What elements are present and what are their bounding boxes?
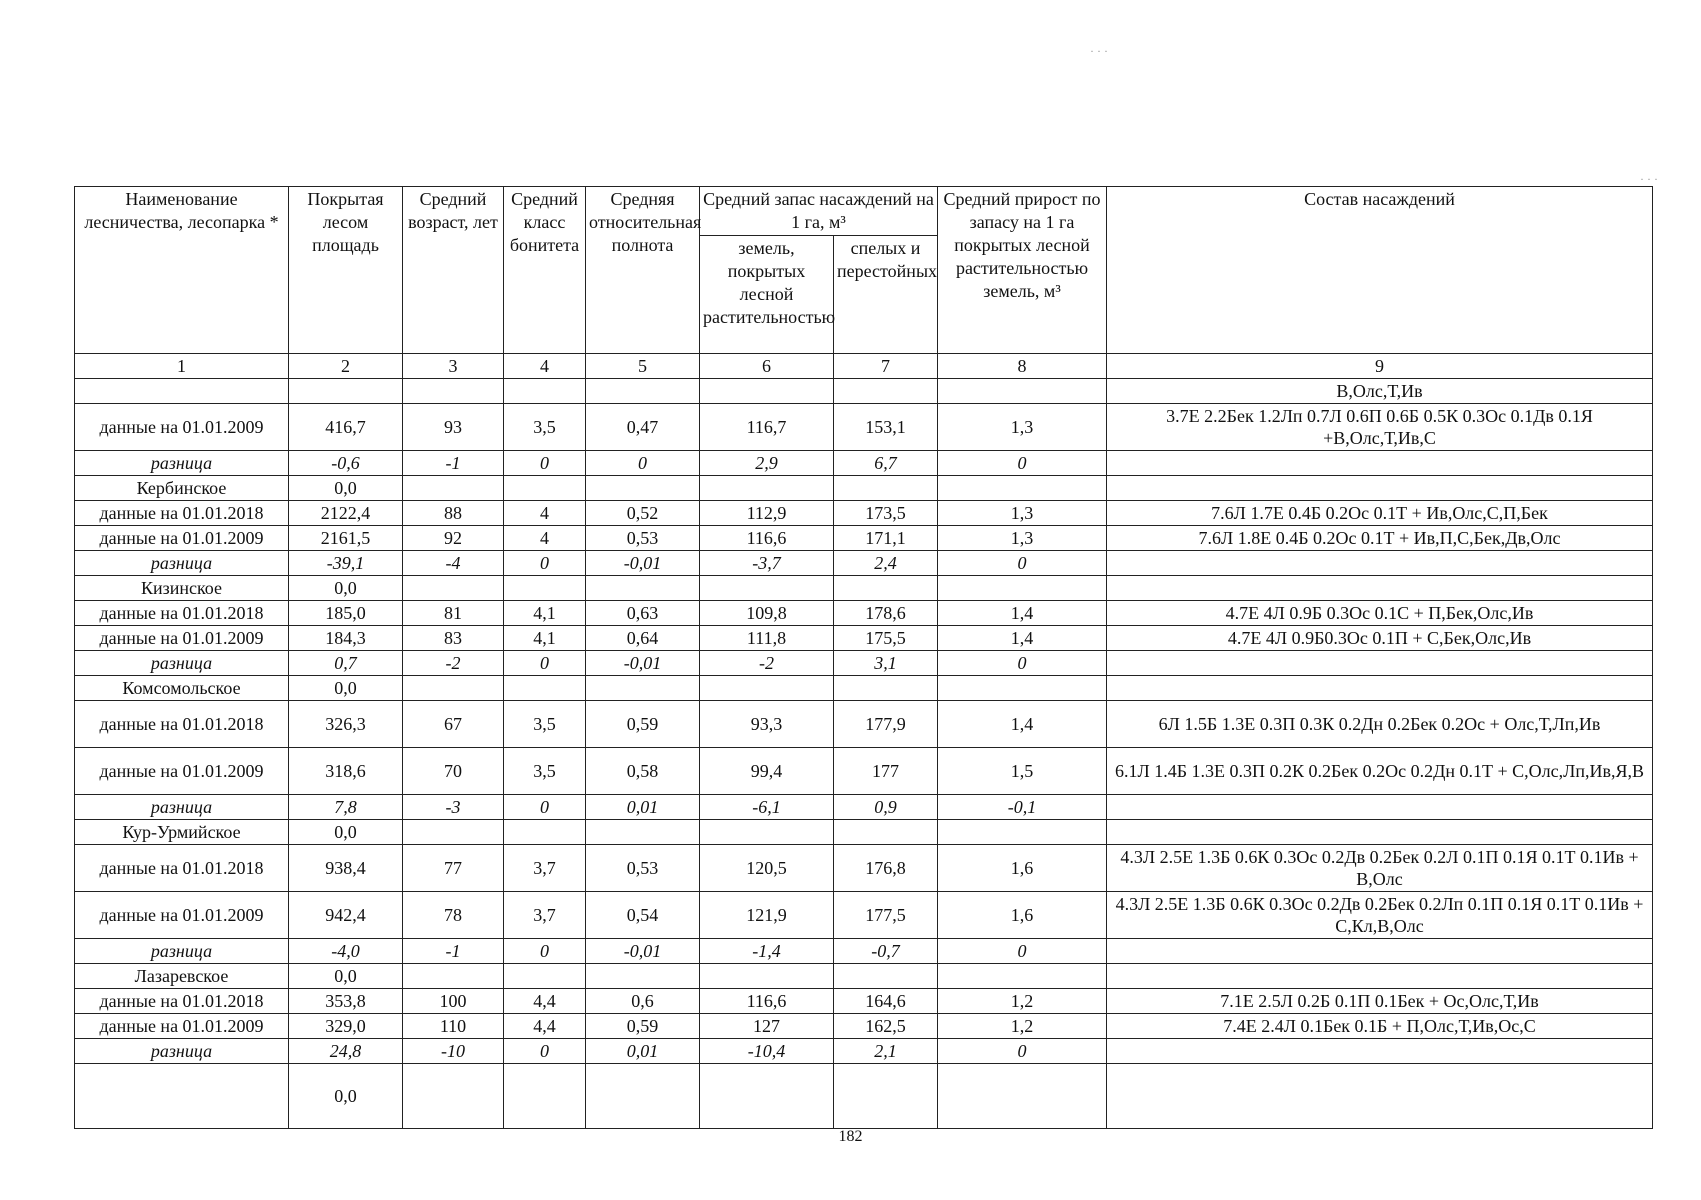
table-row: [75, 964, 1653, 989]
cell-forestry-name: данные на 01.01.2018: [75, 845, 289, 892]
cell-stock-mature: 162,5: [834, 1014, 938, 1039]
cell-forestry-name: [75, 379, 289, 404]
cell-average-age: [403, 964, 504, 989]
cell-forest-area: 0,0: [289, 1064, 403, 1129]
cell-forestry-name: данные на 01.01.2009: [75, 526, 289, 551]
cell-average-age: 70: [403, 748, 504, 795]
column-number: 3: [403, 354, 504, 379]
cell-relative-density: 0,54: [586, 892, 700, 939]
cell-forest-area: 185,0: [289, 601, 403, 626]
cell-relative-density: [586, 676, 700, 701]
header-average-age: Средний возраст, лет: [403, 187, 504, 354]
column-number: 7: [834, 354, 938, 379]
cell-bonitet-class: [504, 1064, 586, 1129]
header-average-stock-group: Средний запас насаждений на 1 га, м³: [700, 187, 938, 236]
cell-bonitet-class: [504, 676, 586, 701]
cell-forestry-name: данные на 01.01.2009: [75, 748, 289, 795]
cell-bonitet-class: 4,1: [504, 626, 586, 651]
cell-forestry-name: Лазаревское: [75, 964, 289, 989]
forest-data-table: [74, 186, 1653, 1129]
cell-forest-area: 0,0: [289, 964, 403, 989]
table-row: [75, 845, 1653, 892]
cell-average-growth: [938, 676, 1107, 701]
cell-stock-covered: [700, 379, 834, 404]
table-row: [75, 651, 1653, 676]
cell-bonitet-class: 3,5: [504, 748, 586, 795]
cell-forest-area: -0,6: [289, 451, 403, 476]
table-row: [75, 748, 1653, 795]
cell-forestry-name: данные на 01.01.2009: [75, 626, 289, 651]
table-row: [75, 576, 1653, 601]
cell-stock-covered: 116,6: [700, 526, 834, 551]
cell-forest-area: 24,8: [289, 1039, 403, 1064]
cell-average-age: 110: [403, 1014, 504, 1039]
cell-stock-mature: -0,7: [834, 939, 938, 964]
header-average-growth: Средний прирост по запасу на 1 га покрытых лесной растительностью земель, м³: [938, 187, 1107, 354]
table-row: [75, 676, 1653, 701]
cell-stock-covered: [700, 1064, 834, 1129]
cell-average-age: 93: [403, 404, 504, 451]
cell-average-age: -1: [403, 939, 504, 964]
cell-stand-composition: [1107, 676, 1653, 701]
cell-relative-density: [586, 476, 700, 501]
cell-stock-covered: 127: [700, 1014, 834, 1039]
column-number: 8: [938, 354, 1107, 379]
cell-forest-area: 0,7: [289, 651, 403, 676]
cell-average-growth: [938, 964, 1107, 989]
cell-stock-mature: 164,6: [834, 989, 938, 1014]
cell-stand-composition: [1107, 651, 1653, 676]
cell-average-growth: 1,2: [938, 989, 1107, 1014]
cell-bonitet-class: 3,5: [504, 404, 586, 451]
column-number: 4: [504, 354, 586, 379]
cell-bonitet-class: [504, 379, 586, 404]
cell-forestry-name: Комсомольское: [75, 676, 289, 701]
cell-relative-density: 0,58: [586, 748, 700, 795]
cell-average-growth: [938, 476, 1107, 501]
cell-stock-mature: 176,8: [834, 845, 938, 892]
column-number-row: [75, 354, 1653, 379]
cell-average-age: [403, 1064, 504, 1129]
cell-stock-mature: 175,5: [834, 626, 938, 651]
header-stock-covered-lands: земель, покрытых лесной растительностью: [700, 236, 834, 354]
cell-stock-mature: [834, 820, 938, 845]
column-number: 5: [586, 354, 700, 379]
header-forest-area: Покрытая лесом площадь: [289, 187, 403, 354]
cell-forest-area: 0,0: [289, 476, 403, 501]
table-row: [75, 601, 1653, 626]
cell-bonitet-class: 0: [504, 451, 586, 476]
cell-average-growth: 0: [938, 1039, 1107, 1064]
cell-bonitet-class: [504, 576, 586, 601]
table-row: [75, 551, 1653, 576]
cell-forest-area: 318,6: [289, 748, 403, 795]
cell-average-age: [403, 379, 504, 404]
cell-average-growth: 0: [938, 939, 1107, 964]
cell-stock-covered: 109,8: [700, 601, 834, 626]
cell-stand-composition: [1107, 1064, 1653, 1129]
cell-stand-composition: 4.3Л 2.5Е 1.3Б 0.6К 0.3Ос 0.2Дв 0.2Бек 0.2Л 0.1П 0.1Я 0.1Т 0.1Ив + В,Олс: [1107, 845, 1653, 892]
page-number: 182: [838, 1128, 863, 1145]
cell-forest-area: 938,4: [289, 845, 403, 892]
cell-stand-composition: 4.3Л 2.5Е 1.3Б 0.6К 0.3Ос 0.2Дв 0.2Бек 0.2Лп 0.1П 0.1Я 0.1Т 0.1Ив + С,Кл,В,Олс: [1107, 892, 1653, 939]
cell-stock-mature: [834, 964, 938, 989]
cell-forest-area: -4,0: [289, 939, 403, 964]
cell-forestry-name: данные на 01.01.2018: [75, 601, 289, 626]
cell-bonitet-class: 0: [504, 651, 586, 676]
cell-average-growth: 1,4: [938, 701, 1107, 748]
cell-relative-density: 0,53: [586, 845, 700, 892]
cell-average-age: 83: [403, 626, 504, 651]
cell-forest-area: 0,0: [289, 676, 403, 701]
table-row: [75, 476, 1653, 501]
cell-stock-mature: 0,9: [834, 795, 938, 820]
cell-stand-composition: [1107, 795, 1653, 820]
table-row: [75, 451, 1653, 476]
cell-forest-area: 0,0: [289, 576, 403, 601]
cell-relative-density: 0,01: [586, 1039, 700, 1064]
table-row: [75, 795, 1653, 820]
cell-forestry-name: Кизинское: [75, 576, 289, 601]
cell-stand-composition: [1107, 576, 1653, 601]
cell-stock-mature: 2,4: [834, 551, 938, 576]
cell-average-age: 77: [403, 845, 504, 892]
cell-average-age: -2: [403, 651, 504, 676]
table-row: [75, 1039, 1653, 1064]
cell-bonitet-class: 4: [504, 501, 586, 526]
cell-forestry-name: разница: [75, 451, 289, 476]
cell-average-growth: 1,4: [938, 626, 1107, 651]
cell-stock-covered: 116,6: [700, 989, 834, 1014]
cell-relative-density: [586, 820, 700, 845]
column-number: 1: [75, 354, 289, 379]
cell-stock-mature: [834, 1064, 938, 1129]
cell-average-growth: -0,1: [938, 795, 1107, 820]
cell-bonitet-class: 4,4: [504, 1014, 586, 1039]
scan-mark: · · ·: [1640, 172, 1658, 186]
cell-average-age: 78: [403, 892, 504, 939]
cell-relative-density: -0,01: [586, 939, 700, 964]
cell-average-growth: 0: [938, 451, 1107, 476]
cell-stock-covered: 2,9: [700, 451, 834, 476]
cell-stand-composition: [1107, 964, 1653, 989]
cell-stock-mature: 173,5: [834, 501, 938, 526]
cell-bonitet-class: 3,7: [504, 892, 586, 939]
cell-average-age: -4: [403, 551, 504, 576]
cell-stock-covered: 116,7: [700, 404, 834, 451]
cell-forest-area: 329,0: [289, 1014, 403, 1039]
header-stock-mature: спелых и перестойных: [834, 236, 938, 354]
cell-stock-mature: 177: [834, 748, 938, 795]
cell-forest-area: 7,8: [289, 795, 403, 820]
cell-average-age: [403, 820, 504, 845]
table-row: [75, 404, 1653, 451]
cell-bonitet-class: 0: [504, 1039, 586, 1064]
header-forestry-name: Наименование лесничества, лесопарка *: [75, 187, 289, 354]
scan-mark: · · ·: [1090, 44, 1108, 58]
cell-stand-composition: [1107, 939, 1653, 964]
cell-stock-covered: 112,9: [700, 501, 834, 526]
cell-forest-area: 416,7: [289, 404, 403, 451]
table-header: [75, 187, 1653, 354]
cell-forest-area: 2161,5: [289, 526, 403, 551]
cell-stand-composition: 4.7Е 4Л 0.9Б0.3Ос 0.1П + С,Бек,Олс,Ив: [1107, 626, 1653, 651]
cell-stand-composition: [1107, 1039, 1653, 1064]
cell-relative-density: [586, 576, 700, 601]
table-body: [75, 354, 1653, 1129]
cell-average-growth: 1,5: [938, 748, 1107, 795]
table-row: [75, 526, 1653, 551]
cell-forestry-name: разница: [75, 795, 289, 820]
cell-forest-area: [289, 379, 403, 404]
cell-forest-area: 2122,4: [289, 501, 403, 526]
cell-stock-mature: [834, 476, 938, 501]
cell-forest-area: 0,0: [289, 820, 403, 845]
cell-forestry-name: данные на 01.01.2009: [75, 404, 289, 451]
header-bonitet-class: Средний класс бонитета: [504, 187, 586, 354]
cell-relative-density: 0,47: [586, 404, 700, 451]
cell-stock-mature: 178,6: [834, 601, 938, 626]
table-row: [75, 701, 1653, 748]
cell-forest-area: -39,1: [289, 551, 403, 576]
cell-stand-composition: 7.6Л 1.8Е 0.4Б 0.2Ос 0.1Т + Ив,П,С,Бек,Дв,Олс: [1107, 526, 1653, 551]
cell-stock-covered: 121,9: [700, 892, 834, 939]
cell-relative-density: 0,01: [586, 795, 700, 820]
cell-stock-covered: -2: [700, 651, 834, 676]
table-row: [75, 626, 1653, 651]
cell-stand-composition: 6.1Л 1.4Б 1.3Е 0.3П 0.2К 0.2Бек 0.2Ос 0.2Дн 0.1Т + С,Олс,Лп,Ив,Я,В: [1107, 748, 1653, 795]
cell-stand-composition: 4.7Е 4Л 0.9Б 0.3Ос 0.1С + П,Бек,Олс,Ив: [1107, 601, 1653, 626]
cell-average-age: 81: [403, 601, 504, 626]
forest-data-table-container: [74, 186, 1652, 1129]
column-number: 6: [700, 354, 834, 379]
cell-stock-covered: [700, 964, 834, 989]
table-row: [75, 989, 1653, 1014]
cell-stand-composition: [1107, 451, 1653, 476]
cell-forestry-name: Кур-Урмийское: [75, 820, 289, 845]
cell-forest-area: 184,3: [289, 626, 403, 651]
cell-forestry-name: Кербинское: [75, 476, 289, 501]
cell-forestry-name: данные на 01.01.2018: [75, 989, 289, 1014]
cell-stock-covered: [700, 476, 834, 501]
cell-average-growth: 0: [938, 551, 1107, 576]
cell-bonitet-class: 3,5: [504, 701, 586, 748]
cell-bonitet-class: 4,1: [504, 601, 586, 626]
cell-stand-composition: 3.7Е 2.2Бек 1.2Лп 0.7Л 0.6П 0.6Б 0.5К 0.3Ос 0.1Дв 0.1Я +В,Олс,Т,Ив,С: [1107, 404, 1653, 451]
cell-average-growth: [938, 820, 1107, 845]
cell-relative-density: 0,6: [586, 989, 700, 1014]
table-row: [75, 892, 1653, 939]
cell-forestry-name: разница: [75, 1039, 289, 1064]
cell-stock-covered: 93,3: [700, 701, 834, 748]
cell-average-growth: 0: [938, 651, 1107, 676]
cell-stock-mature: 3,1: [834, 651, 938, 676]
cell-average-growth: 1,3: [938, 501, 1107, 526]
cell-stock-mature: 177,9: [834, 701, 938, 748]
cell-bonitet-class: 4: [504, 526, 586, 551]
cell-relative-density: 0: [586, 451, 700, 476]
cell-stand-composition: 7.6Л 1.7Е 0.4Б 0.2Ос 0.1Т + Ив,Олс,С,П,Бек: [1107, 501, 1653, 526]
cell-average-growth: [938, 379, 1107, 404]
cell-average-growth: 1,6: [938, 845, 1107, 892]
cell-bonitet-class: 3,7: [504, 845, 586, 892]
cell-bonitet-class: 4,4: [504, 989, 586, 1014]
cell-stand-composition: [1107, 820, 1653, 845]
cell-forestry-name: [75, 1064, 289, 1129]
cell-stand-composition: 7.1Е 2.5Л 0.2Б 0.1П 0.1Бек + Ос,Олс,Т,Ив: [1107, 989, 1653, 1014]
cell-bonitet-class: 0: [504, 795, 586, 820]
cell-stock-covered: -1,4: [700, 939, 834, 964]
cell-stock-mature: 177,5: [834, 892, 938, 939]
cell-relative-density: [586, 379, 700, 404]
cell-stock-covered: [700, 576, 834, 601]
cell-stock-covered: [700, 820, 834, 845]
cell-stock-covered: -10,4: [700, 1039, 834, 1064]
cell-average-growth: [938, 1064, 1107, 1129]
cell-stand-composition: [1107, 551, 1653, 576]
cell-stock-covered: 111,8: [700, 626, 834, 651]
cell-average-age: -3: [403, 795, 504, 820]
header-relative-density: Средняя относительная полнота: [586, 187, 700, 354]
cell-stand-composition: 7.4Е 2.4Л 0.1Бек 0.1Б + П,Олс,Т,Ив,Ос,С: [1107, 1014, 1653, 1039]
table-row: [75, 939, 1653, 964]
cell-stock-covered: [700, 676, 834, 701]
cell-stock-covered: -6,1: [700, 795, 834, 820]
cell-average-age: 100: [403, 989, 504, 1014]
cell-forestry-name: данные на 01.01.2009: [75, 1014, 289, 1039]
cell-stock-mature: [834, 576, 938, 601]
cell-bonitet-class: 0: [504, 551, 586, 576]
column-number: 2: [289, 354, 403, 379]
cell-bonitet-class: [504, 964, 586, 989]
cell-relative-density: -0,01: [586, 651, 700, 676]
cell-relative-density: 0,52: [586, 501, 700, 526]
cell-stock-mature: 153,1: [834, 404, 938, 451]
cell-forestry-name: данные на 01.01.2018: [75, 501, 289, 526]
cell-stock-mature: 2,1: [834, 1039, 938, 1064]
cell-average-growth: 1,3: [938, 526, 1107, 551]
cell-relative-density: [586, 964, 700, 989]
cell-average-age: 92: [403, 526, 504, 551]
cell-stock-covered: 120,5: [700, 845, 834, 892]
cell-average-growth: 1,6: [938, 892, 1107, 939]
cell-stock-mature: 171,1: [834, 526, 938, 551]
cell-relative-density: -0,01: [586, 551, 700, 576]
cell-average-growth: 1,3: [938, 404, 1107, 451]
table-row: [75, 1064, 1653, 1129]
table-row: [75, 379, 1653, 404]
table-row: [75, 820, 1653, 845]
cell-stock-mature: [834, 379, 938, 404]
cell-bonitet-class: 0: [504, 939, 586, 964]
cell-average-age: -1: [403, 451, 504, 476]
cell-relative-density: 0,59: [586, 1014, 700, 1039]
cell-forestry-name: разница: [75, 651, 289, 676]
cell-forest-area: 942,4: [289, 892, 403, 939]
cell-stand-composition: В,Олс,Т,Ив: [1107, 379, 1653, 404]
cell-average-growth: 1,2: [938, 1014, 1107, 1039]
cell-average-age: [403, 576, 504, 601]
table-row: [75, 501, 1653, 526]
cell-relative-density: 0,59: [586, 701, 700, 748]
cell-stock-covered: -3,7: [700, 551, 834, 576]
cell-bonitet-class: [504, 476, 586, 501]
column-number: 9: [1107, 354, 1653, 379]
cell-forestry-name: разница: [75, 939, 289, 964]
cell-forestry-name: данные на 01.01.2018: [75, 701, 289, 748]
cell-relative-density: 0,64: [586, 626, 700, 651]
cell-forest-area: 353,8: [289, 989, 403, 1014]
cell-forestry-name: разница: [75, 551, 289, 576]
table-row: [75, 1014, 1653, 1039]
cell-average-age: -10: [403, 1039, 504, 1064]
cell-relative-density: [586, 1064, 700, 1129]
cell-stock-covered: 99,4: [700, 748, 834, 795]
cell-average-age: 67: [403, 701, 504, 748]
cell-stand-composition: 6Л 1.5Б 1.3Е 0.3П 0.3К 0.2Дн 0.2Бек 0.2Ос + Олс,Т,Лп,Ив: [1107, 701, 1653, 748]
cell-stand-composition: [1107, 476, 1653, 501]
cell-relative-density: 0,63: [586, 601, 700, 626]
cell-forest-area: 326,3: [289, 701, 403, 748]
cell-average-age: 88: [403, 501, 504, 526]
cell-relative-density: 0,53: [586, 526, 700, 551]
cell-stock-mature: [834, 676, 938, 701]
header-stand-composition: Состав насаждений: [1107, 187, 1653, 354]
cell-average-growth: 1,4: [938, 601, 1107, 626]
cell-average-growth: [938, 576, 1107, 601]
cell-average-age: [403, 676, 504, 701]
cell-average-age: [403, 476, 504, 501]
cell-forestry-name: данные на 01.01.2009: [75, 892, 289, 939]
cell-bonitet-class: [504, 820, 586, 845]
cell-stock-mature: 6,7: [834, 451, 938, 476]
